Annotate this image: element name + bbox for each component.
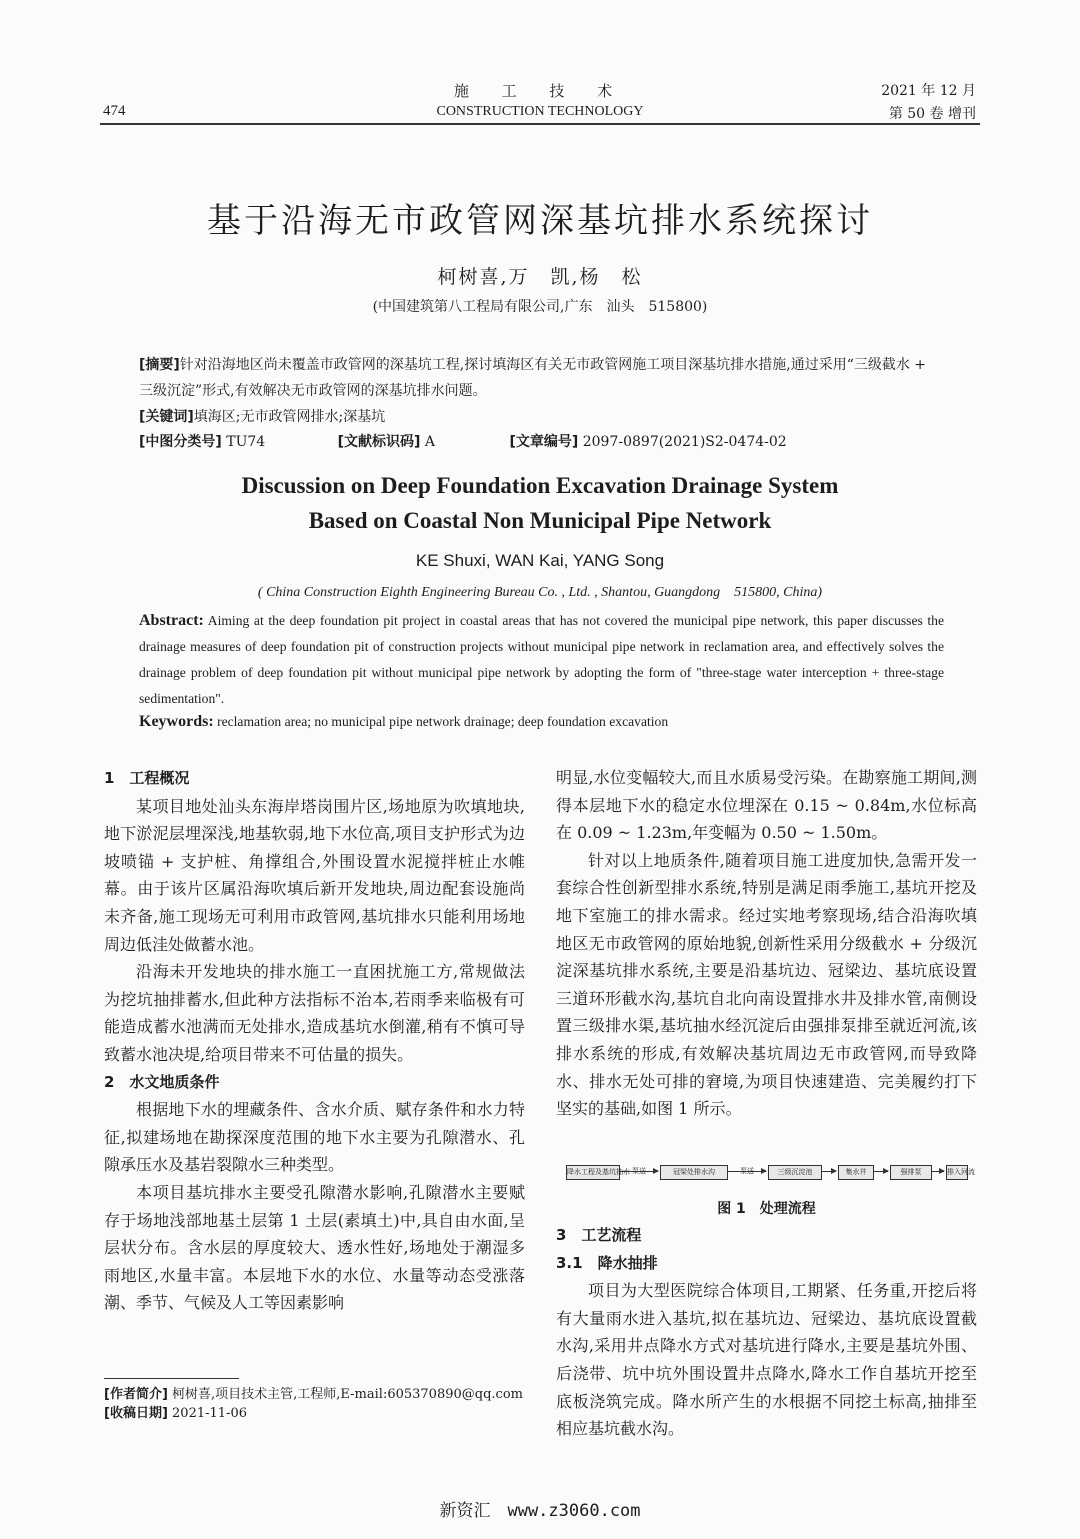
body-column-right	[556, 764, 977, 1123]
received-date-label: [收稿日期]	[104, 1406, 168, 1421]
affiliation-en: ( China Construction Eighth Engineering Bureau Co. , Ltd. , Shantou, Guangdong 515800, China)	[257, 585, 823, 600]
header-rule	[100, 123, 980, 125]
flow-arrow-1	[620, 1167, 658, 1175]
flow-arrow-5	[932, 1171, 944, 1172]
author-bio-label: [作者简介]	[104, 1387, 168, 1402]
classification-row	[139, 431, 787, 451]
journal-name-en: CONSTRUCTION TECHNOLOGY	[436, 104, 644, 119]
section-3-1-heading: 3.1 降水抽排	[556, 1253, 658, 1272]
article-no-value: 2097-0897(2021)S2-0474-02	[582, 434, 787, 450]
flow-step-5: 强排泵	[890, 1165, 932, 1180]
keywords-cn-label: [关键词]	[139, 409, 194, 425]
abstract-cn-block	[139, 352, 944, 430]
authors-en: KE Shuxi, WAN Kai, YANG Song	[415, 551, 665, 570]
flow-step-6: 排入河流	[946, 1165, 968, 1180]
section-1-paragraph-1: 某项目地处汕头东海岸塔岗围片区,场地原为吹填地块,地下淤泥层埋深浅,地基软弱,地下水位高,项目支护形式为边坡喷锚 + 支护桩、角撑组合,外围设置水泥搅拌桩止水帷幕。由于该片区属沿海吹填后新开发地块,周边配套设施尚未齐备,施工现场无可利用市政管网,基坑排水只能利用场地周边低洼处做蓄水池。	[104, 796, 525, 954]
affiliation-cn: (中国建筑第八工程局有限公司,广东 汕头 515800)	[372, 299, 708, 315]
figure-1-caption: 图 1 处理流程	[717, 1201, 816, 1217]
page-number: 474	[103, 103, 126, 119]
author-bio-text: 柯树喜,项目技术主管,工程师,E-mail:605370890@qq.com	[172, 1387, 523, 1402]
section-3-heading: 3 工艺流程	[556, 1226, 642, 1244]
footnotes	[104, 1385, 525, 1423]
flow-step-4: 集水井	[838, 1165, 874, 1180]
flow-arrow-2	[728, 1167, 766, 1175]
article-no-label: [文章编号]	[509, 434, 579, 450]
section-2-heading: 2 水文地质条件	[104, 1072, 220, 1091]
abstract-cn-text: 针对沿海地区尚未覆盖市政管网的深基坑工程,探讨填海区有关无市政管网施工项目深基坑排水措施,通过采用“三级截水 + 三级沉淀”形式,有效解决无市政管网的深基坑排水问题。	[139, 357, 927, 399]
doc-code-label: [文献标识码]	[337, 434, 421, 450]
keywords-en-block	[139, 713, 944, 731]
flow-step-1: 降水工程及基坑抽水	[566, 1165, 620, 1180]
clc-label: [中图分类号]	[139, 434, 222, 450]
clc-value: TU74	[226, 434, 266, 450]
section-2-paragraph-3: 针对以上地质条件,随着项目施工进度加快,急需开发一套综合性创新型排水系统,特别是满足雨季施工,基坑开挖及地下室施工的排水需求。经过实地考察现场,结合沿海吹填地区无市政管网的原始地貌,创新性采用分级截水 + 分级沉淀深基坑排水系统,主要是沿基坑边、冠梁边、基坑底设置三道环形截水沟,基坑自北向南设置排水井及排水管,南侧设置三级排水渠,基坑抽水经沉淀后由强排泵排至就近河流,该排水系统的形成,有效解决基坑周边无市政管网,而导致降水、排水无处可排的窘境,为项目快速建造、完美履约打下坚实的基础,如图 1 所示。	[556, 850, 977, 1119]
paper-title-cn: 基于沿海无市政管网深基坑排水系统探讨	[207, 201, 873, 241]
keywords-cn-text: 填海区;无市政管网排水;深基坑	[193, 409, 386, 425]
keywords-en-label: Keywords:	[139, 713, 214, 730]
section-2-paragraph-2: 本项目基坑排水主要受孔隙潜水影响,孔隙潜水主要赋存于场地浅部地基土层第 1 土层(素填土)中,具自由水面,呈层状分布。含水层的厚度较大、透水性好,场地处于潮湿多雨地区,水量丰富。本层地下水的水位、水量等动态受涨落潮、季节、气候及人工等因素影响	[104, 1182, 525, 1313]
flow-step-3: 三级沉淀池	[768, 1165, 822, 1180]
section-3-1-paragraph-1: 项目为大型医院综合体项目,工期紧、任务重,开挖后将有大量雨水进入基坑,拟在基坑边、冠梁边、基坑底设置截水沟,采用井点降水方式对基坑进行降水,主要是基坑外围、后浇带、坑中坑外围设置井点降水,降水工作自基坑开挖至底板浇筑完成。降水所产生的水根据不同挖土标高,抽排至相应基坑截水沟。	[556, 1281, 977, 1439]
paper-title-en-line2: Based on Coastal Non Municipal Pipe Network	[308, 508, 772, 533]
paper-title-en-line1: Discussion on Deep Foundation Excavation Drainage System	[241, 473, 839, 498]
section-1-heading: 1 工程概况	[104, 769, 190, 787]
body-column-right-lower	[556, 1222, 977, 1443]
section-2-paragraph-2-cont: 明显,水位变幅较大,而且水质易受污染。在勘察施工期间,测得本层地下水的稳定水位埋深在 0.15 ~ 0.84m,水位标高在 0.09 ~ 1.23m,年变幅为 0.50 ~ 1.50m。	[556, 768, 977, 843]
flow-arrow-4	[874, 1171, 888, 1172]
journal-name-cn: 施 工 技 术	[453, 82, 627, 100]
abstract-en-label: Abstract:	[139, 612, 204, 629]
flow-arrow-2-label: 泵送	[740, 1167, 754, 1175]
flow-arrow-1-label: 泵送	[632, 1167, 646, 1175]
footnote-rule	[104, 1378, 239, 1379]
received-date-text: 2021-11-06	[172, 1406, 247, 1421]
figure-1-flowchart	[566, 1162, 975, 1180]
abstract-en-text: Aiming at the deep foundation pit project in coastal areas that has not covered the municipal pipe network, this paper discusses the drainage measures of deep foundation pit of construction projects without municipal pipe network in reclamation area, and effectively solves the drainage problem of deep foundation pit without municipal pipe network by adopting the form of "three-stage water interception + three-stage sedimentation".	[139, 613, 944, 706]
doc-code-value: A	[424, 434, 436, 450]
body-column-left	[104, 765, 525, 1317]
paper-title-en	[0, 468, 1080, 538]
abstract-en-block	[139, 608, 944, 712]
authors-cn: 柯树喜,万 凯,杨 松	[437, 266, 643, 288]
abstract-cn-label: [摘要]	[139, 357, 180, 373]
section-2-paragraph-1: 根据地下水的埋藏条件、含水介质、赋存条件和水力特征,拟建场地在勘探深度范围的地下水主要为孔隙潜水、孔隙承压水及基岩裂隙水三种类型。	[104, 1100, 525, 1175]
issue-date: 2021 年 12 月	[881, 83, 976, 99]
keywords-en-text: reclamation area; no municipal pipe network drainage; deep foundation excavation	[217, 714, 669, 729]
watermark-footer: 新资汇 www.z3060.com	[439, 1501, 641, 1521]
flow-step-2: 冠梁处排水沟	[660, 1165, 728, 1180]
issue-volume: 第 50 卷 增刊	[888, 106, 976, 122]
section-1-paragraph-2: 沿海未开发地块的排水施工一直困扰施工方,常规做法为挖坑抽排蓄水,但此种方法指标不治本,若雨季来临极有可能造成蓄水池满而无处排水,造成基坑水倒灌,稍有不慎可导致蓄水池决堤,给项目带来不可估量的损失。	[104, 962, 525, 1064]
flow-arrow-3	[822, 1171, 836, 1172]
